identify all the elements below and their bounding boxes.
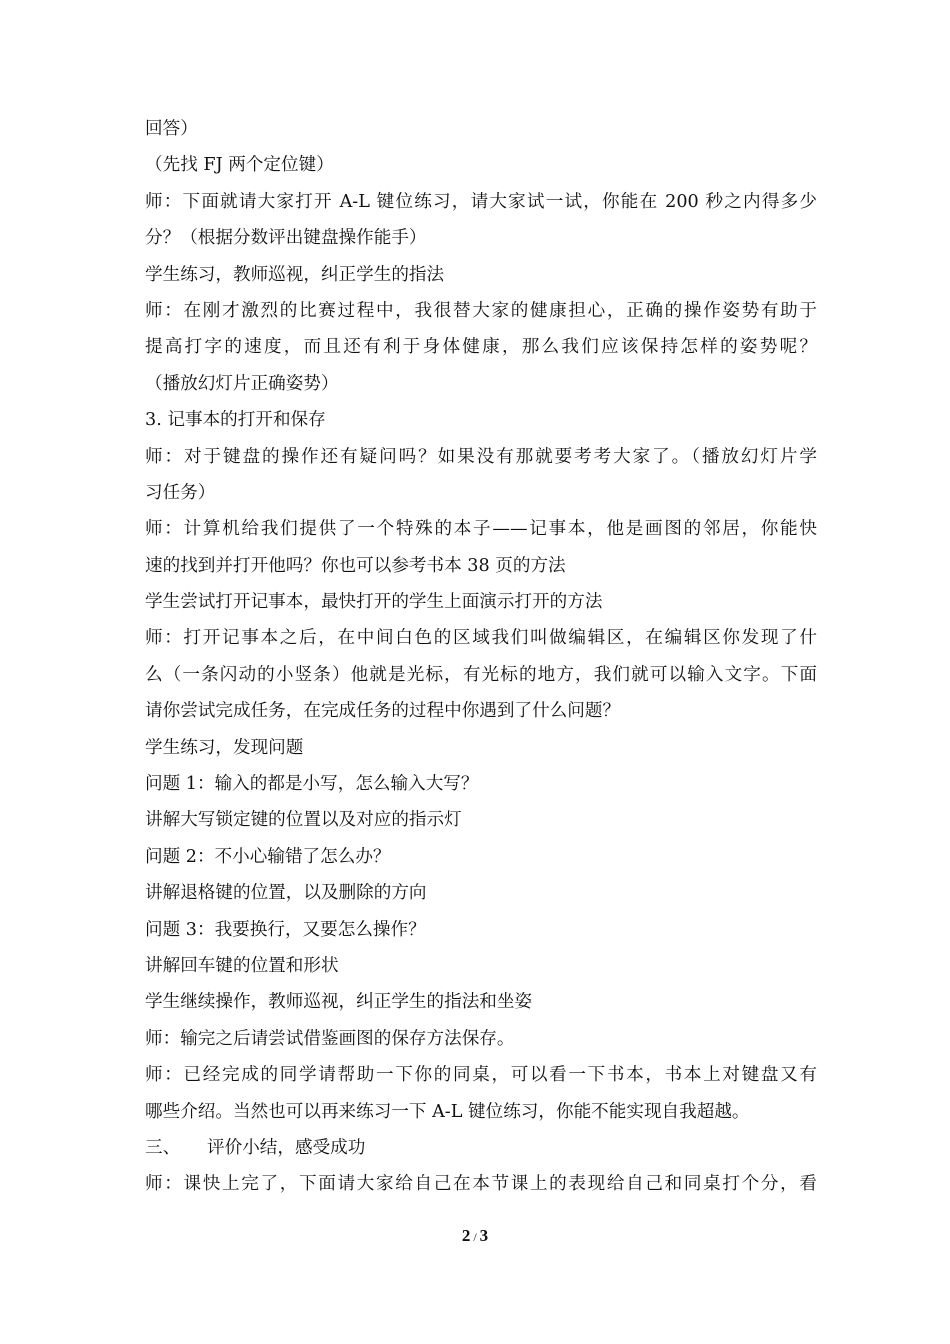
text-line: 提高打字的速度，而且还有利于身体健康，那么我们应该保持怎样的姿势呢？ bbox=[145, 337, 817, 358]
section-heading bbox=[145, 1130, 817, 1166]
total-pages: 3 bbox=[479, 1226, 489, 1245]
text-line: （先找 FJ 两个定位键） bbox=[145, 155, 334, 176]
text-line: 学生练习，教师巡视，纠正学生的指法 bbox=[145, 264, 445, 285]
text-line: 习任务） bbox=[145, 482, 216, 503]
text-line: 师：计算机给我们提供了一个特殊的本子——记事本，他是画图的邻居，你能快 bbox=[145, 519, 817, 540]
text-line: 学生练习，发现问题 bbox=[145, 737, 304, 758]
text-line: 学生尝试打开记事本，最快打开的学生上面演示打开的方法 bbox=[145, 592, 603, 613]
text-line: 讲解回车键的位置和形状 bbox=[145, 955, 339, 976]
text-line: 问题 3：我要换行，又要怎么操作？ bbox=[145, 919, 426, 940]
text-line: 师：下面就请大家打开 A-L 键位练习，请大家试一试，你能在 200 秒之内得多少 bbox=[145, 191, 817, 212]
text-line: 问题 1：输入的都是小写，怎么输入大写？ bbox=[145, 774, 479, 795]
page-separator: / bbox=[473, 1230, 477, 1244]
document-body bbox=[145, 111, 817, 1203]
text-line: 讲解大写锁定键的位置以及对应的指示灯 bbox=[145, 810, 462, 831]
text-line: 师：已经完成的同学请帮助一下你的同桌，可以看一下书本，书本上对键盘又有 bbox=[145, 1065, 817, 1086]
text-line: 么（一条闪动的小竖条）他就是光标，有光标的地方，我们就可以输入文字。下面 bbox=[145, 664, 817, 685]
current-page-number: 2 bbox=[461, 1226, 471, 1245]
section-number: 三、 bbox=[145, 1137, 181, 1158]
text-line: 师：对于键盘的操作还有疑问吗？如果没有那就要考考大家了。（播放幻灯片学 bbox=[145, 446, 817, 467]
text-line: 师：输完之后请尝试借鉴画图的保存方法保存。 bbox=[145, 1028, 515, 1049]
text-line: 回答） bbox=[145, 119, 198, 139]
text-line: 问题 2：不小心输错了怎么办？ bbox=[145, 846, 391, 867]
section-title: 评价小结，感受成功 bbox=[207, 1137, 366, 1158]
text-line: 速的找到并打开他吗？你也可以参考书本 38 页的方法 bbox=[145, 555, 566, 576]
text-line: 讲解退格键的位置，以及删除的方向 bbox=[145, 883, 427, 904]
text-line: 师：在刚才激烈的比赛过程中，我很替大家的健康担心，正确的操作姿势有助于 bbox=[145, 300, 817, 321]
page-number bbox=[0, 1226, 950, 1246]
text-line: 3. 记事本的打开和保存 bbox=[145, 410, 326, 431]
text-line: （播放幻灯片正确姿势） bbox=[145, 373, 339, 394]
text-line: 哪些介绍。当然也可以再来练习一下 A-L 键位练习，你能不能实现自我超越。 bbox=[145, 1101, 750, 1122]
text-line: 请你尝试完成任务，在完成任务的过程中你遇到了什么问题？ bbox=[145, 701, 621, 722]
text-line: 师：课快上完了，下面请大家给自己在本节课上的表现给自己和同桌打个分，看 bbox=[145, 1174, 817, 1195]
text-line: 师：打开记事本之后，在中间白色的区域我们叫做编辑区，在编辑区你发现了什 bbox=[145, 628, 817, 649]
text-line: 学生继续操作，教师巡视，纠正学生的指法和坐姿 bbox=[145, 992, 533, 1013]
text-line: 分？（根据分数评出键盘操作能手） bbox=[145, 228, 427, 249]
